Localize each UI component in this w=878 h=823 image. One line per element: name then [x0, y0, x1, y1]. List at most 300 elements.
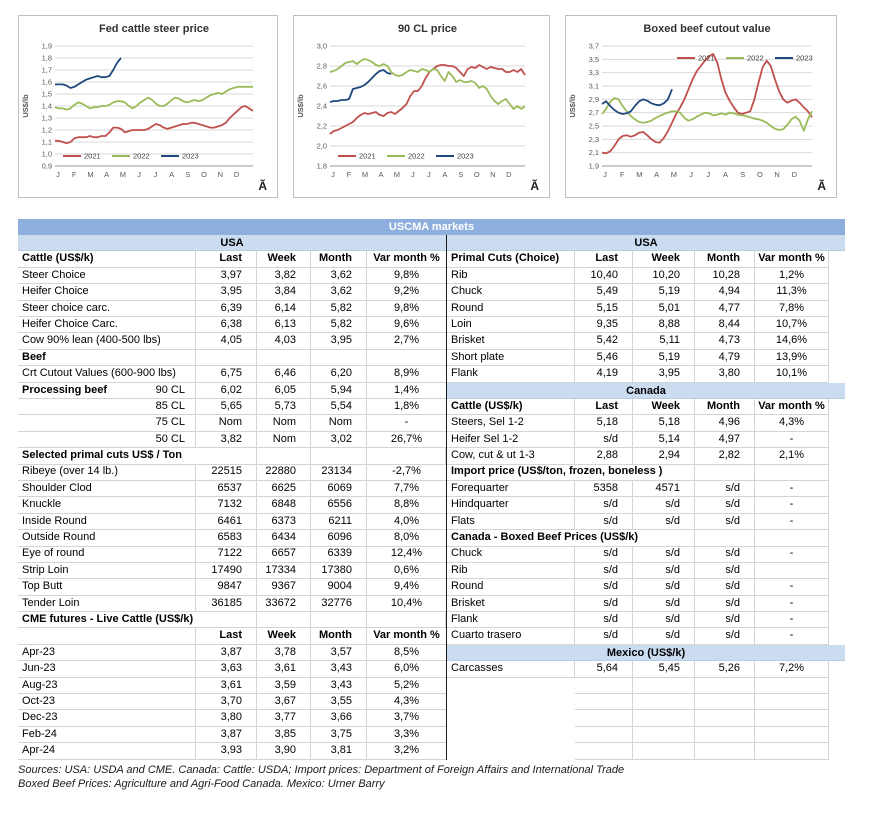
table-right-half: [447, 235, 845, 760]
table-cell: 7,7%: [367, 481, 446, 498]
table-cell: 17490: [196, 563, 257, 580]
table-cell: s/d: [575, 497, 633, 514]
table-cell: 85 CL: [18, 399, 196, 416]
table-row: [18, 661, 446, 677]
series-line-2021: [55, 106, 253, 143]
chart-fed-cattle-steer-price: [18, 15, 278, 198]
table-cell: 5,45: [633, 661, 695, 678]
table-cell: 6,14: [257, 301, 311, 318]
table-cell: [829, 612, 845, 629]
table-cell: [829, 546, 845, 563]
x-tick-label: A: [104, 170, 110, 179]
table-cell: Week: [257, 628, 311, 645]
table-cell: 4,94: [695, 284, 755, 301]
table-cell: s/d: [633, 497, 695, 514]
series-line-2021: [602, 54, 812, 153]
table-row: [18, 464, 446, 480]
table-cell: 33672: [257, 596, 311, 613]
table-cell: 9,8%: [367, 268, 446, 285]
table-cell: [196, 350, 257, 367]
table-cell: 10,1%: [755, 366, 829, 383]
table-cell: 5,26: [695, 661, 755, 678]
table-cell: [367, 612, 446, 629]
table-cell: 2,1%: [755, 448, 829, 465]
table-cell: Var month %: [367, 251, 446, 268]
table-cell: s/d: [633, 612, 695, 629]
table-cell: 8,5%: [367, 645, 446, 662]
table-cell: [447, 710, 575, 726]
legend-label: 2022: [408, 151, 425, 161]
table-cell: [829, 628, 845, 645]
table-row: [18, 284, 446, 300]
table-row: [447, 415, 845, 431]
table-cell: [367, 448, 446, 465]
table-cell: 3,93: [196, 743, 257, 760]
table-cell: [829, 710, 845, 726]
table-cell: [633, 710, 695, 726]
table-cell: 5,15: [575, 301, 633, 318]
table-cell: 17334: [257, 563, 311, 580]
x-tick-label: A: [442, 170, 448, 179]
table-row: [18, 579, 446, 595]
table-cell: Nom: [196, 415, 257, 432]
table-cell: 5,18: [575, 415, 633, 432]
x-tick-label: A: [169, 170, 175, 179]
table-cell: 6211: [311, 514, 367, 531]
table-cell: 10,7%: [755, 317, 829, 334]
table-halves: [18, 235, 845, 760]
table-cell: Steer Choice: [18, 268, 196, 285]
y-tick-label: 2,1: [588, 148, 599, 158]
table-cell: -: [755, 579, 829, 596]
x-tick-label: N: [217, 170, 224, 179]
table-cell: 6625: [257, 481, 311, 498]
table-cell: Dec-23: [18, 710, 196, 727]
table-cell: 3,81: [311, 743, 367, 760]
table-row: [18, 301, 446, 317]
table-cell: 4,3%: [755, 415, 829, 432]
table-cell: Cow, cut & ut 1-3: [447, 448, 575, 465]
table-cell: [755, 678, 829, 694]
y-tick-label: 2,0: [316, 141, 327, 151]
table-cell: 3,75: [311, 727, 367, 744]
table-cell: 2,94: [633, 448, 695, 465]
table-row: [447, 596, 845, 612]
y-tick-label: 1,9: [41, 41, 52, 51]
table-cell: 6339: [311, 546, 367, 563]
y-tick-label: 1,8: [41, 53, 52, 63]
table-cell: [311, 612, 367, 629]
table-cell: [829, 481, 845, 498]
table-cell: Eye of round: [18, 546, 196, 563]
table-cell: s/d: [575, 579, 633, 596]
table-cell: 9,35: [575, 317, 633, 334]
table-cell: 6537: [196, 481, 257, 498]
table-cell: 5358: [575, 481, 633, 498]
table-cell: Processing beef 90 CL: [18, 383, 196, 400]
table-cell: -: [755, 612, 829, 629]
table-cell: 9,6%: [367, 317, 446, 334]
table-cell: Tender Loin: [18, 596, 196, 613]
table-cell: 8,9%: [367, 366, 446, 383]
table-cell: [575, 743, 633, 759]
table-cell: 3,87: [196, 727, 257, 744]
table-row: [447, 678, 845, 694]
x-tick-label: S: [740, 170, 746, 179]
table-row: [447, 481, 845, 497]
table-cell: 10,4%: [367, 596, 446, 613]
table-cell: [829, 366, 845, 383]
table-row: [447, 464, 845, 480]
table-cell: [575, 678, 633, 694]
table-cell: 7122: [196, 546, 257, 563]
table-cell: [829, 678, 845, 694]
y-tick-label: 2,2: [316, 121, 327, 131]
table-row: [18, 448, 446, 464]
table-cell: Nom: [257, 415, 311, 432]
table-cell: [575, 727, 633, 743]
table-cell: [447, 743, 575, 759]
table-cell: 22515: [196, 464, 257, 481]
y-tick-label: 1,5: [41, 89, 52, 99]
table-row: [18, 530, 446, 546]
table-cell: 0,6%: [367, 563, 446, 580]
table-row: [18, 317, 446, 333]
series-line-2021: [330, 65, 525, 134]
x-tick-label: M: [636, 170, 643, 179]
y-tick-label: 1,0: [41, 149, 52, 159]
legend-label: 2021: [84, 151, 101, 161]
table-cell: s/d: [695, 514, 755, 531]
table-cell: Crt Cutout Values (600-900 lbs): [18, 366, 196, 383]
table-cell: 75 CL: [18, 415, 196, 432]
table-cell: 6069: [311, 481, 367, 498]
table-cell: 1,8%: [367, 399, 446, 416]
table-cell: [18, 628, 196, 645]
y-tick-label: 1,8: [316, 161, 327, 171]
table-cell: 5,73: [257, 399, 311, 416]
table-cell: 4,19: [575, 366, 633, 383]
charts-row: [0, 0, 878, 198]
table-cell: 6,20: [311, 366, 367, 383]
table-cell: [829, 530, 845, 547]
table-cell: Last: [196, 628, 257, 645]
table-cell: s/d: [575, 514, 633, 531]
table-cell: 3,84: [257, 284, 311, 301]
x-tick-label: J: [411, 170, 415, 179]
table-cell: 2,88: [575, 448, 633, 465]
table-cell: Flank: [447, 612, 575, 629]
table-cell: Rib: [447, 563, 575, 580]
table-cell: Inside Round: [18, 514, 196, 531]
table-row: [18, 678, 446, 694]
table-cell: [311, 448, 367, 465]
table-cell: [447, 678, 575, 694]
table-cell: [829, 415, 845, 432]
table-cell: s/d: [633, 563, 695, 580]
table-row: [447, 301, 845, 317]
table-cell: -: [755, 596, 829, 613]
table-cell: -: [755, 481, 829, 498]
table-cell: s/d: [695, 546, 755, 563]
table-cell: 3,80: [695, 366, 755, 383]
table-cell: Strip Loin: [18, 563, 196, 580]
table-cell: 6,46: [257, 366, 311, 383]
table-cell: [695, 530, 755, 547]
table-cell: [447, 727, 575, 743]
table-cell: [829, 317, 845, 334]
table-cell: 23134: [311, 464, 367, 481]
table-cell: 5,14: [633, 432, 695, 449]
table-cell: [575, 694, 633, 710]
table-cell: [829, 694, 845, 710]
x-tick-label: S: [458, 170, 464, 179]
table-cell: 4,3%: [367, 694, 446, 711]
table-cell: 1,2%: [755, 268, 829, 285]
y-tick-label: 2,6: [316, 81, 327, 91]
table-cell: s/d: [695, 628, 755, 645]
y-tick-label: 2,8: [316, 61, 327, 71]
table-cell: s/d: [633, 628, 695, 645]
table-cell: 8,0%: [367, 530, 446, 547]
table-cell: s/d: [575, 628, 633, 645]
table-row: [447, 268, 845, 284]
legend-label: 2021: [359, 151, 376, 161]
chart-title: Fed cattle steer price: [98, 23, 210, 35]
table-cell: s/d: [633, 546, 695, 563]
table-cell: [311, 350, 367, 367]
series-line-2023: [602, 89, 672, 114]
table-cell: Ribeye (over 14 lb.): [18, 464, 196, 481]
table-cell: -: [755, 432, 829, 449]
table-cell: [755, 563, 829, 580]
table-cell: Last: [575, 251, 633, 268]
table-cell: -: [755, 546, 829, 563]
table-cell: Chuck: [447, 284, 575, 301]
x-tick-label: N: [490, 170, 496, 179]
table-cell: 6,02: [196, 383, 257, 400]
table-cell: 3,95: [633, 366, 695, 383]
x-tick-label: M: [393, 170, 401, 179]
table-cell: 22880: [257, 464, 311, 481]
y-tick-label: 1,6: [41, 77, 52, 87]
table-row: [18, 481, 446, 497]
table-cell: 3,57: [311, 645, 367, 662]
y-tick-label: 1,4: [41, 101, 52, 111]
x-tick-label: A: [722, 170, 728, 179]
x-tick-label: M: [361, 170, 369, 179]
table-cell: Heifer Choice Carc.: [18, 317, 196, 334]
table-row: [18, 743, 446, 759]
sources-line-2: Boxed Beef Prices: Agriculture and Agri-Food Canada. Mexico: Urner Barry: [18, 778, 385, 790]
table-cell: 10,40: [575, 268, 633, 285]
table-cell: [829, 497, 845, 514]
table-cell: [829, 268, 845, 285]
table-cell: -: [755, 628, 829, 645]
table-cell: 5,65: [196, 399, 257, 416]
section-band: Mexico (US$/k): [447, 645, 845, 661]
uscma-markets-table: [18, 219, 845, 760]
table-cell: 3,61: [257, 661, 311, 678]
table-cell: 3,43: [311, 678, 367, 695]
table-cell: Var month %: [755, 251, 829, 268]
table-cell: [695, 743, 755, 759]
table-cell: 4571: [633, 481, 695, 498]
table-row: [18, 399, 446, 415]
table-cell: 4,77: [695, 301, 755, 318]
x-tick-label: M: [87, 170, 94, 179]
table-cell: [829, 350, 845, 367]
table-cell: [829, 661, 845, 678]
table-cell: [575, 710, 633, 726]
table-cell: 5,82: [311, 317, 367, 334]
table-row: [447, 251, 845, 267]
table-cell: s/d: [575, 432, 633, 449]
table-cell: 4,05: [196, 333, 257, 350]
table-cell: 12,4%: [367, 546, 446, 563]
table-cell: [695, 710, 755, 726]
table-row: [18, 727, 446, 743]
table-cell: 26,7%: [367, 432, 446, 449]
series-line-2023: [55, 58, 121, 88]
table-cell: [829, 514, 845, 531]
table-cell: Aug-23: [18, 678, 196, 695]
table-cell: 5,94: [311, 383, 367, 400]
table-row: [18, 645, 446, 661]
table-cell: 3,87: [196, 645, 257, 662]
table-cell: 6096: [311, 530, 367, 547]
table-cell: Steer choice carc.: [18, 301, 196, 318]
table-cell: [755, 694, 829, 710]
table-cell: 3,59: [257, 678, 311, 695]
table-row: [447, 727, 845, 743]
x-tick-label: J: [331, 170, 335, 179]
table-cell: Brisket: [447, 596, 575, 613]
table-row: [447, 333, 845, 349]
table-cell: Steers, Sel 1-2: [447, 415, 575, 432]
table-cell: s/d: [695, 579, 755, 596]
table-cell: -: [755, 497, 829, 514]
table-cell: [829, 563, 845, 580]
table-cell: Cuarto trasero: [447, 628, 575, 645]
table-cell: [755, 530, 829, 547]
table-cell: s/d: [575, 612, 633, 629]
table-cell: Var month %: [755, 399, 829, 416]
table-cell: 6,05: [257, 383, 311, 400]
table-cell: 3,62: [311, 284, 367, 301]
table-cell: [829, 432, 845, 449]
table-cell: 3,82: [257, 268, 311, 285]
table-cell: 7,2%: [755, 661, 829, 678]
table-row: [447, 366, 845, 382]
y-tick-label: 1,1: [41, 137, 52, 147]
table-cell: 3,90: [257, 743, 311, 760]
legend-label: 2023: [182, 151, 199, 161]
table-cell: Heifer Choice: [18, 284, 196, 301]
table-cell: Week: [633, 251, 695, 268]
x-tick-label: M: [670, 170, 677, 179]
table-cell: [829, 251, 845, 268]
table-cell: [695, 727, 755, 743]
table-cell: 6,0%: [367, 661, 446, 678]
table-cell: Jun-23: [18, 661, 196, 678]
table-cell: 9367: [257, 579, 311, 596]
table-cell: Last: [196, 251, 257, 268]
x-tick-label: J: [137, 170, 142, 179]
table-cell: Month: [695, 251, 755, 268]
table-cell: Short plate: [447, 350, 575, 367]
table-cell: 3,3%: [367, 727, 446, 744]
table-cell: Oct-23: [18, 694, 196, 711]
table-cell: Chuck: [447, 546, 575, 563]
table-cell: 10,28: [695, 268, 755, 285]
corner-glyph: Ã: [817, 179, 826, 193]
table-cell: [829, 464, 845, 481]
table-cell: 3,82: [196, 432, 257, 449]
y-tick-label: 3,3: [588, 68, 599, 78]
table-cell: 3,66: [311, 710, 367, 727]
table-row: [18, 383, 446, 399]
table-row: [18, 694, 446, 710]
table-cell: 3,77: [257, 710, 311, 727]
table-cell: [829, 333, 845, 350]
table-cell: 17380: [311, 563, 367, 580]
legend-label: 2022: [747, 53, 764, 63]
table-row: [447, 530, 845, 546]
x-tick-label: J: [427, 170, 431, 179]
table-cell: s/d: [695, 596, 755, 613]
table-cell: 5,54: [311, 399, 367, 416]
table-cell: 5,18: [633, 415, 695, 432]
table-cell: [829, 596, 845, 613]
table-cell: [829, 448, 845, 465]
x-tick-label: F: [71, 170, 77, 179]
table-cell: Week: [633, 399, 695, 416]
x-tick-label: D: [791, 170, 798, 179]
x-tick-label: J: [153, 170, 158, 179]
table-cell: s/d: [695, 497, 755, 514]
table-cell: [755, 464, 829, 481]
table-cell: Nom: [257, 432, 311, 449]
legend-label: 2021: [698, 53, 715, 63]
section-band: Canada: [447, 383, 845, 399]
table-cell: 7,8%: [755, 301, 829, 318]
table-cell: 3,95: [196, 284, 257, 301]
table-cell: 6,75: [196, 366, 257, 383]
table-cell: 2,82: [695, 448, 755, 465]
chart-svg: [19, 16, 277, 197]
y-tick-label: 1,2: [41, 125, 52, 135]
table-cell: s/d: [695, 481, 755, 498]
table-cell: [695, 464, 755, 481]
legend-label: 2023: [796, 53, 813, 63]
table-cell: [829, 727, 845, 743]
x-tick-label: F: [346, 170, 352, 179]
table-row: [18, 415, 446, 431]
table-cell: s/d: [633, 579, 695, 596]
table-cell: 8,88: [633, 317, 695, 334]
table-cell: 6434: [257, 530, 311, 547]
x-tick-label: O: [201, 170, 207, 179]
x-tick-label: M: [119, 170, 127, 179]
sources-footer: [18, 763, 878, 792]
legend-label: 2023: [457, 151, 474, 161]
table-cell: Month: [695, 399, 755, 416]
table-cell: 32776: [311, 596, 367, 613]
table-cell: 9,4%: [367, 579, 446, 596]
table-cell: s/d: [575, 563, 633, 580]
table-cell: -: [755, 514, 829, 531]
